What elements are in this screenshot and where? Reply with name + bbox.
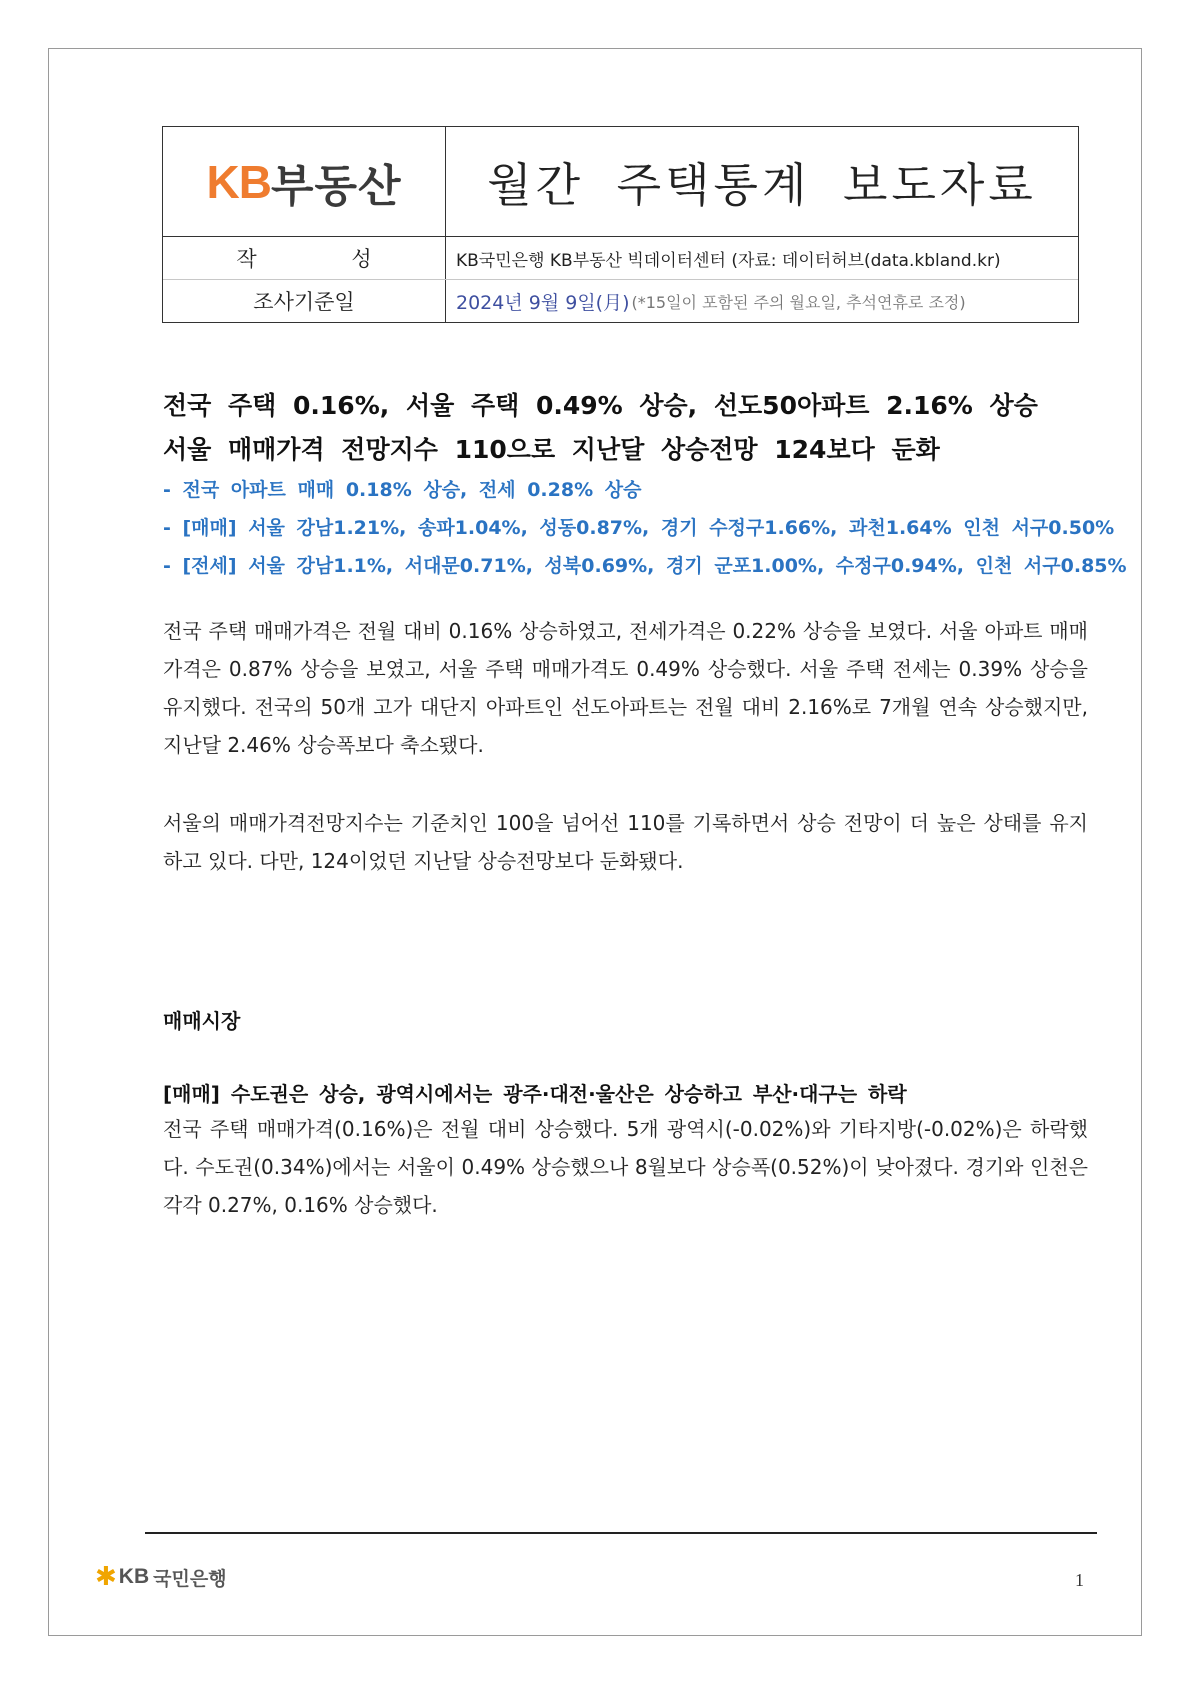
body-paragraph-2: 서울의 매매가격전망지수는 기준치인 100을 넘어선 110를 기록하면서 상승 전망이 더 높은 상태를 유지하고 있다. 다만, 124이었던 지난달 상승전망보다 둔화됐다. <box>163 811 1088 873</box>
author-value: KB국민은행 KB부동산 빅데이터센터 (자료: 데이터허브(data.kbland.kr) <box>456 250 1001 271</box>
logo-kb-text: KB <box>206 155 271 208</box>
subhead-1: - 전국 아파트 매매 0.18% 상승, 전세 0.28% 상승 <box>163 479 642 501</box>
date-value-cell <box>446 280 1078 322</box>
date-note: (*15일이 포함된 주의 월요일, 추석연휴로 조정) <box>631 292 966 312</box>
headline-1: 전국 주택 0.16%, 서울 주택 0.49% 상승, 선도50아파트 2.16% 상승 <box>163 391 1038 420</box>
page-number: 1 <box>1075 1570 1084 1590</box>
kb-real-estate-logo <box>163 127 446 236</box>
header-table <box>162 126 1079 323</box>
section-body: 전국 주택 매매가격(0.16%)은 전월 대비 상승했다. 5개 광역시(-0.02%)와 기타지방(-0.02%)은 하락했다. 수도권(0.34%)에서는 서울이 0.49% 상승했으나 8월보다 상승폭(0.52%)이 낮아졌다. 경기와 인천은 각각 0.27%, 0.16% 상승했다. <box>163 1117 1088 1217</box>
date-row <box>163 280 1078 322</box>
subhead-3: - [전세] 서울 강남1.1%, 서대문0.71%, 성북0.69%, 경기 군포1.00%, 수정구0.94%, 인천 서구0.85% <box>163 555 1127 577</box>
date-value: 2024년 9월 9일(月) <box>456 291 630 314</box>
headline-2: 서울 매매가격 전망지수 110으로 지난달 상승전망 124보다 둔화 <box>163 435 940 464</box>
body-paragraph-1: 전국 주택 매매가격은 전월 대비 0.16% 상승하였고, 전세가격은 0.22% 상승을 보였다. 서울 아파트 매매가격은 0.87% 상승을 보였고, 서울 주택 매매가격도 0.49% 상승했다. 서울 주택 전세는 0.39% 상승을 유지했다. 전국의 50개 고가 대단지 아파트인 선도아파트는 전월 대비 2.16%로 7개월 연속 상승했지만, 지난달 2.46% 상승폭보다 축소됐다. <box>163 619 1088 757</box>
kb-bank-logo <box>95 1562 227 1592</box>
footer-rule <box>145 1532 1097 1534</box>
author-label: 작 성 <box>236 247 416 271</box>
subhead-2: - [매매] 서울 강남1.21%, 송파1.04%, 성동0.87%, 경기 수정구1.66%, 과천1.64% 인천 서구0.50% <box>163 517 1115 539</box>
author-label-cell <box>163 237 446 279</box>
author-row <box>163 237 1078 280</box>
section-label: 매매시장 <box>163 1009 241 1033</box>
footer-bank-name: 국민은행 <box>153 1567 227 1590</box>
document-title: 월간 주택통계 보도자료 <box>487 157 1037 212</box>
date-label: 조사기준일 <box>163 280 446 322</box>
header-title-row <box>163 127 1078 237</box>
kb-star-icon: ✱ <box>95 1562 117 1592</box>
section-heading: [매매] 수도권은 상승, 광역시에서는 광주·대전·울산은 상승하고 부산·대구는 하락 <box>163 1082 907 1106</box>
footer-kb-text: KB <box>118 1565 150 1588</box>
logo-realestate-text: 부동산 <box>270 160 402 212</box>
